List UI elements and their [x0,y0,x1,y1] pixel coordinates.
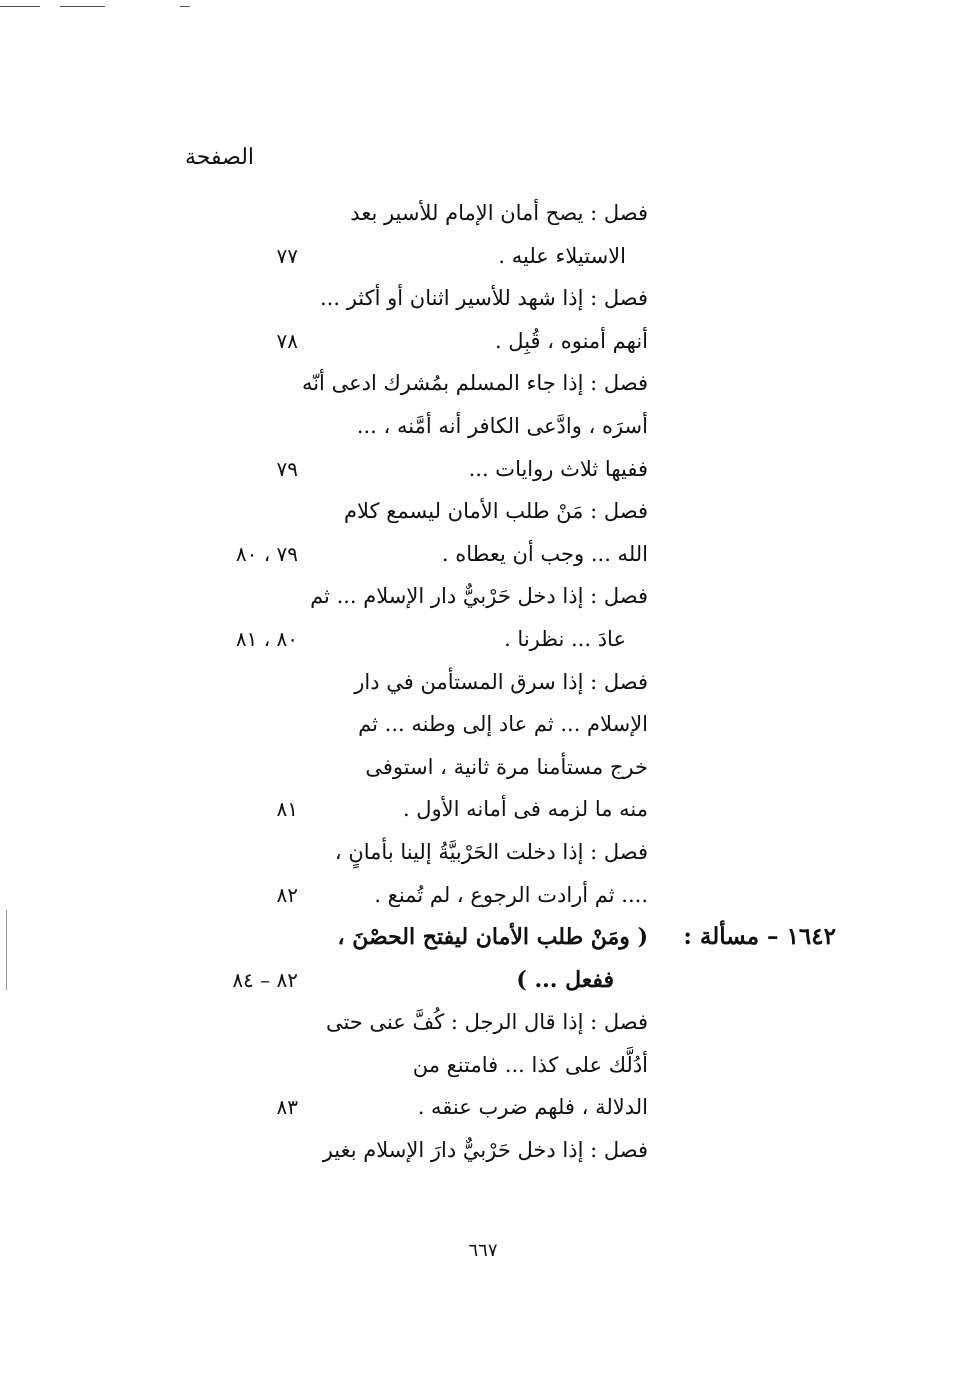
toc-line [0,533,966,576]
scan-artifact-line [60,6,105,7]
toc-line [0,746,966,789]
page-column-label: الصفحة [185,145,255,170]
toc-entry-text: فصل : إذا دخلت الحَرْبيَّةُ إلينا بأمانٍ ، [334,839,648,864]
masala-number: ١٦٤٢ [786,923,836,951]
table-of-contents [0,192,966,1172]
masala-label: – مسألة : [683,923,779,951]
toc-page-number: ٧٩ [276,456,298,481]
toc-line [0,703,966,746]
toc-line [0,320,966,363]
toc-page-number: ٨٢ – ٨٤ [232,967,298,992]
toc-entry-text: فصل : مَنْ طلب الأمان ليسمع كلام [344,499,648,524]
toc-entry-text: الاستيلاء عليه . [498,243,626,268]
toc-line [0,1001,966,1044]
toc-entry-text: فصل : إذا سرق المستأمن في دار [354,669,648,694]
toc-line [0,1044,966,1087]
toc-entry-text: عادَ ... نظرنا . [504,626,626,651]
toc-entry-text: منه ما لزمه فى أمانه الأول . [402,797,648,822]
toc-entry-text: أسرَه ، وادَّعى الكافر أنه أمَّنه ، ... [356,413,648,438]
masala-text: ( ومَنْ طلب الأمان ليفتح الحصْنَ ، [337,924,648,951]
toc-entry-text: خرج مستأمنا مرة ثانية ، استوفى [365,754,648,779]
toc-line [0,405,966,448]
toc-entry-text: فصل : إذا قال الرجل : كُفَّ عنى حتى [325,1010,648,1035]
toc-line [0,448,966,491]
page-number: ٦٦٧ [468,1240,498,1261]
toc-line [0,575,966,618]
toc-page-number: ٧٩ ، ٨٠ [235,541,298,566]
toc-line [0,618,966,661]
toc-entry-text: أدُلَّك على كذا ... فامتنع من [412,1052,648,1077]
toc-entry-text: فصل : إذا دخل حَرْبيٌّ دار الإسلام ... ثم [310,584,648,609]
toc-entry-text: الله ... وجب أن يعطاه . [441,541,648,566]
toc-page-number: ٨١ [276,797,298,822]
toc-entry-text: فصل : إذا جاء المسلم بمُشرك ادعى أنّه [301,371,648,396]
masala-heading [683,916,836,959]
toc-entry-text: أنهم أمنوه ، قُبِل . [494,328,648,353]
toc-entry-text: الدلالة ، فلهم ضرب عنقه . [417,1095,648,1120]
toc-line [0,362,966,405]
toc-line [0,192,966,235]
toc-line [0,235,966,278]
toc-line [0,788,966,831]
toc-line [0,831,966,874]
toc-line [0,277,966,320]
toc-line [0,661,966,704]
scan-artifact-line [180,6,190,7]
toc-entry-text: .... ثم أرادت الرجوع ، لم تُمنع . [374,882,648,907]
toc-line [0,1129,966,1172]
toc-entry-text: الإسلام ... ثم عاد إلى وطنه ... ثم [358,712,648,737]
toc-page-number: ٨٠ ، ٨١ [235,626,298,651]
toc-entry-text: ففيها ثلاث روايات ... [468,456,648,481]
toc-page-number: ٧٧ [276,243,298,268]
toc-line [0,1086,966,1129]
toc-page-number: ٨٣ [276,1095,298,1120]
masala-text: ففعل ... ) [516,966,614,993]
toc-entry-text: فصل : يصح أمان الإمام للأسير بعد [350,201,648,225]
scan-artifact-line [0,6,40,7]
masala-line [0,916,966,959]
masala-line [0,959,966,1002]
toc-entry-text: فصل : إذا شهد للأسير اثنان أو أكثر ... [320,286,648,311]
toc-entry-text: فصل : إذا دخل حَرْبيٌّ دارَ الإسلام بغير [322,1138,648,1163]
toc-page-number: ٧٨ [276,328,298,353]
toc-line [0,490,966,533]
toc-line [0,874,966,917]
toc-page-number: ٨٢ [276,882,298,907]
